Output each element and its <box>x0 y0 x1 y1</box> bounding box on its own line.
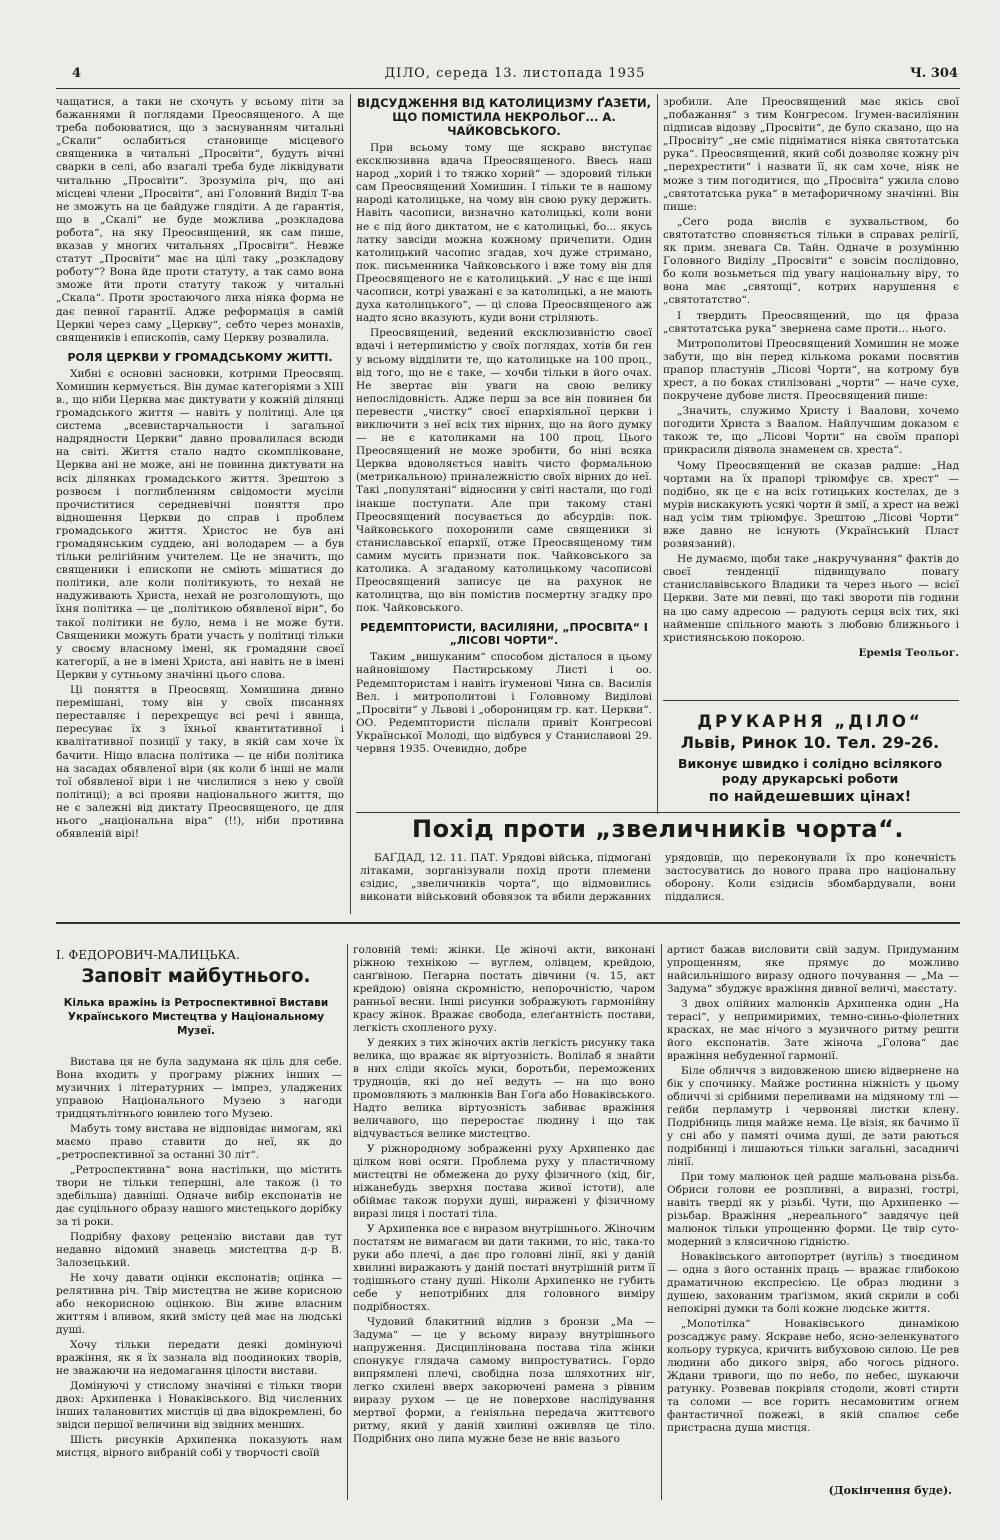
lower-paragraph: Домінуючі у стислому значінні є тільки твори двох: Архипенка і Новаківського. Від численних інших талановитих мистців ці два відокремлені, бо звідси першої величини від звідних менших. <box>56 1380 342 1431</box>
lower-paragraph: Вистава ця не була задумана як ціль для себе. Вона входить у програму ріжних інших — музичних і літературних — імпрез, уладжених управою Національного Музею з нагоди тридцятьлітнього ювилею того Музею. <box>56 1056 342 1120</box>
lower-paragraph: Хочу тільки передати деякі домінуючі вражіння, як я їх зазнала від поодиноких творів, не зважаючи на недомагання цілости вистави. <box>56 1339 342 1377</box>
column-divider-4 <box>661 944 662 1500</box>
col3-paragraph: Чому Преосвящений не сказав радше: „Над чортами на їх прапорі тріюмфує св. хрест“ — подібно, як це є на всіх готицьких костелах, де з мурів вискакують усякі чорти й змії, а хрест на вежі над усім тим тріюмфує. Зрештою „Лісові Чорти“ вже давно не існують (Український Пласт розвязаний). <box>663 459 959 551</box>
lower-col-2 <box>353 944 655 1500</box>
lower-paragraph: Не хочу давати оцінки експонатів; оцінка — релятивна річ. Твір мистецтва не живе корисною або некорисною оцінкою. Він живе власним життям і вливом, який змісту цей має на людські душі. <box>56 1272 342 1336</box>
lower-paragraph: У деяких з тих жіночих актів легкість рисунку така велика, що вражає як віртуозність. Волілаб я знайти в них сліди якоїсь муки, боротьби, переможених трудноців, які до неї ведуть — на що воно промовляють з малюнків Ван Гоґа або Новаківського. Надто велика віртуозність забиває вражіння величавого, що переростає людину і що так відчувається велике мистецтво. <box>353 1037 655 1140</box>
lower-paragraph: У ріжнородному зображенні руху Архипенко дає цілком нові осяги. Проблема руху у пластичному мистецтві не обмежена до руху фізичного (хід, біг, ніжанебудь зверхня постава живої істоти), але обіймає також порухи душі, виражені у фізичному виразі лиця і постаті тіла. <box>353 1143 655 1220</box>
news-body <box>360 852 956 914</box>
ad-prices: по найдешевших цінах! <box>708 789 912 805</box>
article-author: І. ФЕДОРОВИЧ-МАЛИЦЬКА. <box>56 948 240 962</box>
col2-paragraph: Таким „вишуканим“ способом дісталося в цьому найновішому Пастирському Листі і оо. Редемптористам і навіть ігуменові Чина св. Василія Вел. і митрополитові і Головному Виділові „Просвіти“ у Львові і „обороницям гр. кат. Церкви“. ОО. Редемптористи післали привіт Конгресові Української Молоді, що відбувся у Станиславові 29. червня 1935. Очевидно, добре <box>356 651 652 756</box>
lower-paragraph: Чудовий блакитний відлив з бронзи „Ма — Задума“ — це у всьому виразу внутрішнього напруження. Дисциплінована постава тіла жінки спонукує глядача самому випростуватись. Гордо випрямлені плечі, свобідна поза шляхотних ніг, легко схилені вверх закорючені рамена з рівним виразу рухом — це не поверхове наслідування мертвої форми, а ґеніяльна передача життєвого ритму, який у даній хвилині оживляв це тіло. Подрібних оно липа мужне безе не вніє вазього <box>353 1316 655 1445</box>
section-heading-excommunication: ВІДСУДЖЕННЯ ВІД КАТОЛИЦИЗМУ ҐАЗЕТИ, ЩО ПОМІСТИЛА НЕКРОЛЬОГ... А. ЧАЙКОВСЬКОГО. <box>356 96 652 138</box>
col1-paragraph: чащатися, а таки не схочуть у всьому піти за бажаннями й поглядами Преосвященого. А ще треба побоюватися, що з заснуванням читальні „Скали“ ослабиться становище місцевого священика в читальні „Просвіти“, будуть вічні сварки в селі, або взагалі треба буде ліквідувати читальню „Просвіти“. Зрозуміла річ, що ані місцеві члени „Просвіти“, ані Головний Виділ Т-ва не зможуть на це байдуже глядіти. А де ґарантія, що в „Скалі“ не буде можлива „розкладова робота“, на яку Преосвящений, як сам пише, вказав у многих читальнях „Просвіти“. Невже статут „Просвіти“ має на цілі таку „розкладову роботу“? Вона йде проти статуту, а так само вона зможе йти проти статуту також у читальні „Скала“. Проти зростаючого лиха ніяка форма не дає певної ґарантії. Адже реформація в самій Церкві через саму „Церкву“, себто через монахів, священиків і епископів, саму Церкву розвалила. <box>56 96 344 344</box>
col3-quote: „Сего рода вислів є зухвальством, бо святотатство сповняється тільки в справах релігії, як прим. зневага Св. Тайн. Одначе в розумінню Головного Виділу „Просвіти“ є зовсім послідовно, бо коли возьметься під увагу національну віру, то вона має „святощі“, котрих нарушення є „святотатство“. <box>663 215 959 307</box>
article-subtitle: Кілька вражінь із Ретроспективної Вистави Українського Мистецтва у Національному Музеї. <box>63 997 329 1037</box>
ad-title: ДРУКАРНЯ „ДІЛО“ <box>697 712 923 731</box>
col1-paragraph: Ці поняття в Преосвящ. Хомишина дивно перемішані, тому він у своїх писаннях переставляє і перехрещує всі речі і явища, пересуває їх з їхньої квантитативної і квалітативної позиції у таку, в якій сам хоче їх бачити. Ніщо власна політика — це ніби політика на засадах обявленої віри (як коли б інші не мали тої обявленої віри і не числилися з нею у своїй політиці); а всі прояви національного життя, що не є залежні від диктату Преосвященого, це для нього „національна віра“ (!!), ніби противна обявленій вірі! <box>56 684 344 841</box>
article-col-2 <box>356 94 652 810</box>
page-number: 4 <box>72 66 82 81</box>
header-rule <box>56 88 960 89</box>
lower-paragraph: Біле обличчя з видовженою шиєю відвернене на бік у спочинку. Майже ростинна ніжність у цьому обличчі зі срібними переливами на мідяному тлі — гейби перламутр і червоняві листки клену. Подрібниць лиця майже нема. Це візія, як бачимо її у сні або у памяті очима душі, де зати раються подрібниці і лишаються тільки загальні, засадничі лінії. <box>667 1065 959 1168</box>
section-heading-redemptorists: РЕДЕМПТОРИСТИ, ВАСИЛІЯНИ, „ПРОСВІТА“ І „ЛІСОВІ ЧОРТИ“. <box>360 621 648 648</box>
masthead-date: ДІЛО, середа 13. листопада 1935 <box>384 66 646 81</box>
section-separator <box>56 922 960 926</box>
col3-paragraph: зробили. Але Преосвящений має якісь свої „побажання“ з тим Конгресом. Ігумен-василіянин підписав відозву „Просвіти“, де було сказано, що на „Просвіту“ „не сміє підніматися ніяка святотатська рука“. Преосвящений, який собі дозволяє кожну річ „перехрестити“ і назвати її, як сам хоче, ніяк не може з тим погодитися, що „Просвіта“ ужила слово „святотатська рука“ в метафоричному значінні. Він пише: <box>663 96 959 213</box>
article-col-1 <box>56 96 344 914</box>
lower-paragraph: При тому малюнок цей радше мальована різьба. Обриси голови ее розпливні, а виразні, гострі, навіть тверді як у різьбі. Чути, що Архипенко — різьбар. Вражіння „нереального“ завдячує цей малюнок тільки упрощенню форми. Це твір суто-модерний з клясичною ґідністю. <box>667 1171 959 1248</box>
lower-paragraph: „Молотілка“ Новаківського динамікою розсаджує раму. Яскраве небо, ясно-зеленкуватого кольору туркуса, кричить вибуховою силою. Це рев людини або дикого звіря, або чогось рідного. Ждани тривоги, що по небо, по небес, шукаючи ратунку. Розвевав покрівля стодоли, жовті стирти та соломи — все горить несамовитим огнем фантастичної пожежі, в якій спалює себе пристрасна душа мистця. <box>667 1318 959 1434</box>
issue-number: Ч. 304 <box>909 66 958 81</box>
column-divider-1 <box>350 94 351 914</box>
col3-paragraph: Не думаємо, щоби таке „накручування“ фактів до своєї тенденції підвищувало повагу станиславівського Владики та через нього — всієї Церкви. Зате ми певні, що такі звороти пів години на цю саму адресою — радують серця всіх тих, які найменше спільного мають з любовю ближнього і християнською покорою. <box>663 553 959 644</box>
lower-paragraph: артист бажав висловити свій задум. Придуманим упрощенням, яке прямує до можливо найсильнішого виразу одного почування — „Ма — Задума“ збуджує вражіння дивної величі, маєстату. <box>667 944 959 995</box>
lower-paragraph: З двох олійних малюнків Архипенка один „На терасі“, у непримиримих, темно-синьо-фіолетних красках, не має нічого з музичного ритму решти його експонатів. Зате жіноча „Голова“ дає вражіння небуденної гармонії. <box>667 998 959 1062</box>
lower-paragraph: Мабуть тому вистава не відповідає вимогам, які маємо право ставити до неї, як до „ретроспективної за останні 30 літ“. <box>56 1123 342 1161</box>
article-title: Заповіт майбутнього. <box>81 966 311 987</box>
col2-paragraph: Преосвящений, ведений ексклюзивністю своєї вдачі і нетерпимістю у своїх поглядах, хотів би ген у всьому відділити те, що католицьке на 100 проц., від того, що не є таке, — хочби тільки в його очах. Не звертає він уваги на свою велику непослідовність. Адже перш за все він повинен би перевести „чистку“ своєї епархіяльної церкви і виключити з неї всіх тих вірних, що на його думку — не є католиками на 100 проц. Цього Преосвящений не може зробити, бо ніні всяка Церква вдоволяється навіть чисто формальною (метрикальною) приналежністю своїх вірних до неї. Такі „популятані“ відносини у світі настали, що годі інакше поступати. Але при такому стані Преосвящений посувається до абсурдів: пок. Чайковського похоронили саме священики зі станиславської епархії, отже Преосвященому тим самим мусить признати пок. Чайковського за католика. А згаданому католицькому часописові Преосвящений записує це на рахунок не католицтва, що він помістив посмертну згадку про пок. Чайковського. <box>356 327 652 615</box>
column-divider-3 <box>347 944 348 1500</box>
col3-quote: „Значить, служимо Христу і Ваалови, хочемо погодити Христа з Ваалом. Найлучшим доказом є також те, що „Лісові Чорти“ на своїм прапорі прикрасили діявола знаменем св. хреста“. <box>663 405 959 457</box>
col3-paragraph: Митрополитові Преосвящений Хомишин не може забути, що він перед кількома роками посвятив прапор пластунів „Лісові Чорти“, на котрому був хрест, а по боках стилізовані „чорти“ — наче сухе, покручене дубове листя. Преосвящений пише: <box>663 337 959 403</box>
author-signature: Еремія Теольог. <box>858 646 959 659</box>
news-paragraph: БАҐДАД, 12. 11. ПАТ. Урядові війська, підмогані літаками, зорганізували похід проти племени єзідис, „звеличників чорта“, що відмовились виконати військовий обовязок та вбили державних урядовців, що переконували їх про конечність застосуватись до нового права про національну оборону. Коли єзідисів збомбардували, вони піддалися. <box>360 852 956 904</box>
col2-paragraph: При всьому тому ще яскраво виступає ексклюзивна вдача Преосвященого. Ввесь наш народ „хорий і то тяжко хорий“ — здоровий тільки сам Преосвящений Хомишин. І тільки те в нашому народі католицьке, на чому він свою руку держить. Навіть часописи, визначно католицькі, коли вони не є під його диктатом, не є католицькі, бо... якусь латку завсіди можна кожному причепити. Один католицький часопис згадав, хоч дуже стримано, пок. письменника Чайковського і вже тому він для Преосвященого не є католицький. „У нас є ще інші часописи, котрі уважані є за католицькі, а не мають духа католицького“, — ці слова Преосвященого аж надто ясно вказують, куди вони стріляють. <box>356 142 652 325</box>
ad-address: Львів, Ринок 10. Тел. 29-26. <box>680 733 940 752</box>
lower-paragraph: Новаківського автопортрет (вугіль) з твоєдином — одна з його останніх праць — вражає глибокою драматичною експресією. Це образ людини з душею, захованим траґізмом, який скрили в собі непокірні думки та болі кожне людське життя. <box>667 1251 959 1315</box>
ad-services: Виконує швидко і солідно всілякого роду друкарські роботи <box>677 756 943 786</box>
lower-paragraph: „Ретроспективна“ вона настільки, що містить твори не тільки тепершні, але також (і то здебільша) давніші. Одначе вибір експонатів не дає суцільного образу нашого мистецького дорібку за ті роки. <box>56 1164 342 1228</box>
lower-paragraph: Подрібну фахову рецензію вистави дав тут недавно відомий знавець мистецтва д-р В. Залозецький. <box>56 1231 342 1269</box>
lower-col-1 <box>56 1056 342 1500</box>
lower-paragraph: У Архипенка все є виразом внутрішнього. Жіночим постатям не вимагаєм ви дати такими, то ніс, така-то руки або плечі, а дає про головні лінії, які у даній хвилині виражають у даній постаті внутрішній ритм її тодішнього стану душі. Ніколи Архипенко не губить себе у непотрібних для головного виміру подрібностях. <box>353 1223 655 1313</box>
article-col-3 <box>663 96 959 698</box>
news-rule-top <box>356 812 960 813</box>
printing-house-ad <box>666 700 954 820</box>
column-divider-2 <box>657 94 658 814</box>
lower-paragraph: Шість рисунків Архипенка показують нам мистця, вірного вибраній собі у творчості своїй <box>56 1434 342 1459</box>
news-headline: Похід проти „звеличників чорта“. <box>411 815 904 843</box>
lower-paragraph: головній темі: жінки. Це жіночі акти, виконані ріжною технікою — вуглем, олівцем, крейдою, санґвіною. Пегарна постать дівчини (ч. 15, акт крейдою) овіяна скромністю, непорочністю, чаром ранньої весни. Інші рисунки зображують гармонійну красу жінок. Вражає свобода, елеґантність постави, легкість схопленого руху. <box>353 944 655 1034</box>
continued-note: (Докінчення буде). <box>828 1484 952 1497</box>
col3-paragraph: І твердить Преосвящений, що ця фраза „святотатська рука“ звернена саме проти... нього. <box>663 309 959 335</box>
col1-paragraph: Хибні є основні засновки, котрими Преосвящ. Хомишин кермується. Він думає категоріями з XIII в., що ніби Церква має диктувати у кожній ділянці громадського життя — навіть у політиці. Але ця система „всевистарчальности і загальної надрядности Церкви“ давно провалилася всюди на світі. Життя стало надто скомпліковане, Церква ані не може, ані не повинна диктувати на всіх ділянках громадського життя. Зрештою з розвоєм і поглибленням свідомости мусіли прочиститися середневічні поняття про відношення Церкви до справ і проблем громадського життя. Христос не був ані громадянським суддею, ані володарем — а був тільки релігійним учителем. Це не значить, що священики і епископи не сміють мішатися до політики, але коли політикують, то нехай не надуживають Христа, нехай не розголошують, що їхня політика — це „політикою обявленої віри“, бо такої політики не було, нема і не може бути. Священики можуть брати участь у політиці тільки у своєму власному імені, як громадяни своєї категорії, а не в імені Христа, ані навіть не в імені Церкви у сутньому значінні цього слова. <box>56 367 344 681</box>
section-heading-church-role: РОЛЯ ЦЕРКВИ У ГРОМАДСЬКОМУ ЖИТТІ. <box>67 350 333 364</box>
lower-col-3 <box>667 944 959 1478</box>
page-header <box>72 66 958 88</box>
